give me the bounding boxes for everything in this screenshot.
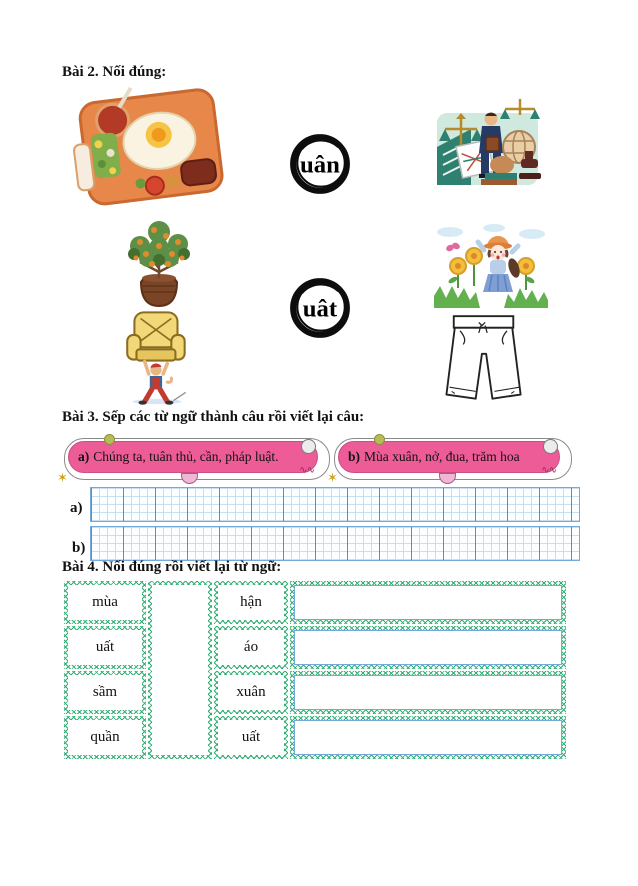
left-word-cell[interactable] (64, 716, 146, 759)
white-pants-image[interactable] (441, 312, 525, 406)
circle-label-uan: uân (300, 151, 340, 179)
kumquat-tree-image[interactable] (110, 212, 208, 312)
answer-line-b-label: b) (72, 540, 86, 556)
answer-line-a-label: a) (70, 500, 83, 516)
answer-line-a-grid[interactable] (90, 487, 580, 522)
shell-decoration (439, 473, 456, 484)
ball-decoration (543, 439, 558, 454)
right-word-1[interactable]: hận (218, 585, 284, 620)
matching-table (64, 581, 566, 759)
right-word-cell[interactable] (214, 581, 288, 624)
syllable-circle-uat[interactable] (287, 275, 353, 341)
left-word-3[interactable]: sầm (68, 675, 142, 710)
right-word-cell[interactable] (214, 671, 288, 714)
right-word-cell[interactable] (214, 626, 288, 669)
right-word-4[interactable]: uất (218, 720, 284, 755)
exercise3-title: Bài 3. Sếp các từ ngữ thành câu rồi viết lại câu: (62, 409, 365, 425)
shell-decoration (181, 473, 198, 484)
dot-decoration (374, 434, 385, 445)
left-word-cell[interactable] (64, 581, 146, 624)
star-decoration: ✶ (327, 470, 338, 485)
child-spring-garden-image[interactable] (434, 222, 548, 308)
banner-b-text: Mùa xuân, nở, đua, trăm hoa (364, 449, 520, 464)
write-cell[interactable] (290, 581, 566, 624)
write-grid-4[interactable] (294, 720, 562, 755)
connection-area[interactable] (148, 581, 212, 759)
write-cell[interactable] (290, 716, 566, 759)
banner-a-label: a) (78, 449, 90, 464)
bento-lunchbox-image[interactable] (72, 84, 228, 208)
squiggle-decoration: ∿∿ (299, 465, 314, 476)
left-word-2[interactable]: uất (68, 630, 142, 665)
banner-a-pill (68, 441, 318, 473)
left-word-1[interactable]: mùa (68, 585, 142, 620)
exercise2-title: Bài 2. Nối đúng: (62, 64, 167, 80)
answer-line-b-grid[interactable] (90, 526, 580, 561)
write-grid-1[interactable] (294, 585, 562, 620)
left-word-cell[interactable] (64, 626, 146, 669)
write-cell[interactable] (290, 671, 566, 714)
word-banner-a (57, 438, 330, 485)
exercise4-title: Bài 4. Nối đúng rồi viết lại từ ngữ: (62, 559, 282, 575)
squiggle-decoration: ∿∿ (541, 465, 556, 476)
syllable-circle-uan[interactable] (287, 131, 353, 197)
word-banner-b (327, 438, 572, 485)
right-word-3[interactable]: xuân (218, 675, 284, 710)
right-word-2[interactable]: áo (218, 630, 284, 665)
banner-b-pill (338, 441, 560, 473)
left-word-4[interactable]: quần (68, 720, 142, 755)
right-word-cell[interactable] (214, 716, 288, 759)
banner-a-text: Chúng ta, tuân thủ, cần, pháp luật. (93, 449, 279, 464)
star-decoration: ✶ (57, 470, 68, 485)
dot-decoration (104, 434, 115, 445)
lawyer-law-image[interactable] (429, 89, 546, 199)
write-cell[interactable] (290, 626, 566, 669)
banner-b-label: b) (348, 449, 361, 464)
write-grid-3[interactable] (294, 675, 562, 710)
man-carrying-armchair-image[interactable] (118, 310, 198, 405)
left-word-cell[interactable] (64, 671, 146, 714)
write-grid-2[interactable] (294, 630, 562, 665)
ball-decoration (301, 439, 316, 454)
circle-label-uat: uât (302, 295, 338, 323)
